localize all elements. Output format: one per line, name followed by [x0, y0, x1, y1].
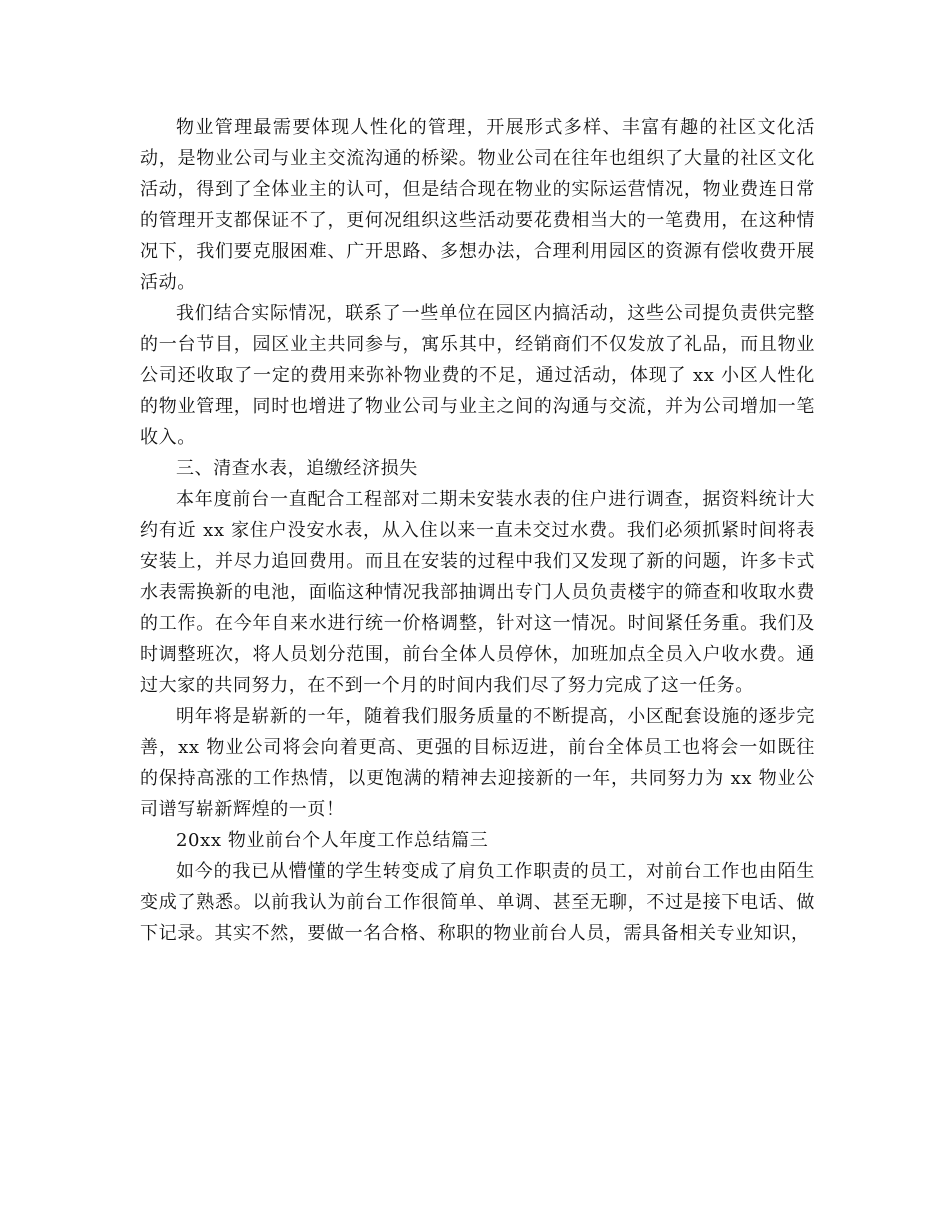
- paragraph-next-year-outlook: 明年将是崭新的一年，随着我们服务质量的不断提高，小区配套设施的逐步完善，xx 物业公司将会向着更高、更强的目标迈进，前台全体员工也将会一如既往的保持高涨的工作热情，以更饱满的精神去迎接新的一年，共同努力为 xx 物业公司谱写崭新辉煌的一页！: [140, 706, 815, 820]
- paragraph-community-activities: 物业管理最需要体现人性化的管理，开展形式多样、丰富有趣的社区文化活动，是物业公司与业主交流沟通的桥梁。物业公司在往年也组织了大量的社区文化活动，得到了全体业主的认可，但是结合现在物业的实际运营情况，物业费连日常的管理开支都保证不了，更何况组织这些活动要花费相当大的一笔费用，在这种情况下，我们要克服困难、广开思路、多想办法，合理利用园区的资源有偿收费开展活动。: [140, 117, 815, 293]
- paragraph-water-meter-survey: 本年度前台一直配合工程部对二期未安装水表的住户进行调查，据资料统计大约有近 xx 家住户没安水表，从入住以来一直未交过水费。我们必须抓紧时间将表安装上，并尽力追回费用。而且在安装的过程中我们又发现了新的问题，许多卡式水表需换新的电池，面临这种情况我部抽调出专门人员负责楼宇的筛查和收取水费的工作。在今年自来水进行统一价格调整，针对这一情况。时间紧任务重。我们及时调整班次，将人员划分范围，前台全体人员停休，加班加点全员入户收水费。通过大家的共同努力，在不到一个月的时间内我们尽了努力完成了这一任务。: [140, 489, 815, 696]
- paragraph-cooperation-activities: 我们结合实际情况，联系了一些单位在园区内搞活动，这些公司提负责供完整的一台节目，园区业主共同参与，寓乐其中，经销商们不仅发放了礼品，而且物业公司还收取了一定的费用来弥补物业费的不足，通过活动，体现了 xx 小区人性化的物业管理，同时也增进了物业公司与业主之间的沟通与交流，并为公司增加一笔收入。: [140, 303, 815, 448]
- paragraph-personal-reflection: 如今的我已从懵懂的学生转变成了肩负工作职责的员工，对前台工作也由陌生变成了熟悉。以前我认为前台工作很简单、单调、甚至无聊，不过是接下电话、做下记录。其实不然，要做一名合格、称职的物业前台人员，需具备相关专业知识，: [140, 861, 815, 944]
- section-heading-water-meters: 三、清查水表，追缴经济损失: [176, 458, 418, 479]
- section-heading-summary-part-three: 20xx 物业前台个人年度工作总结篇三: [176, 830, 489, 851]
- document-body: [140, 112, 815, 949]
